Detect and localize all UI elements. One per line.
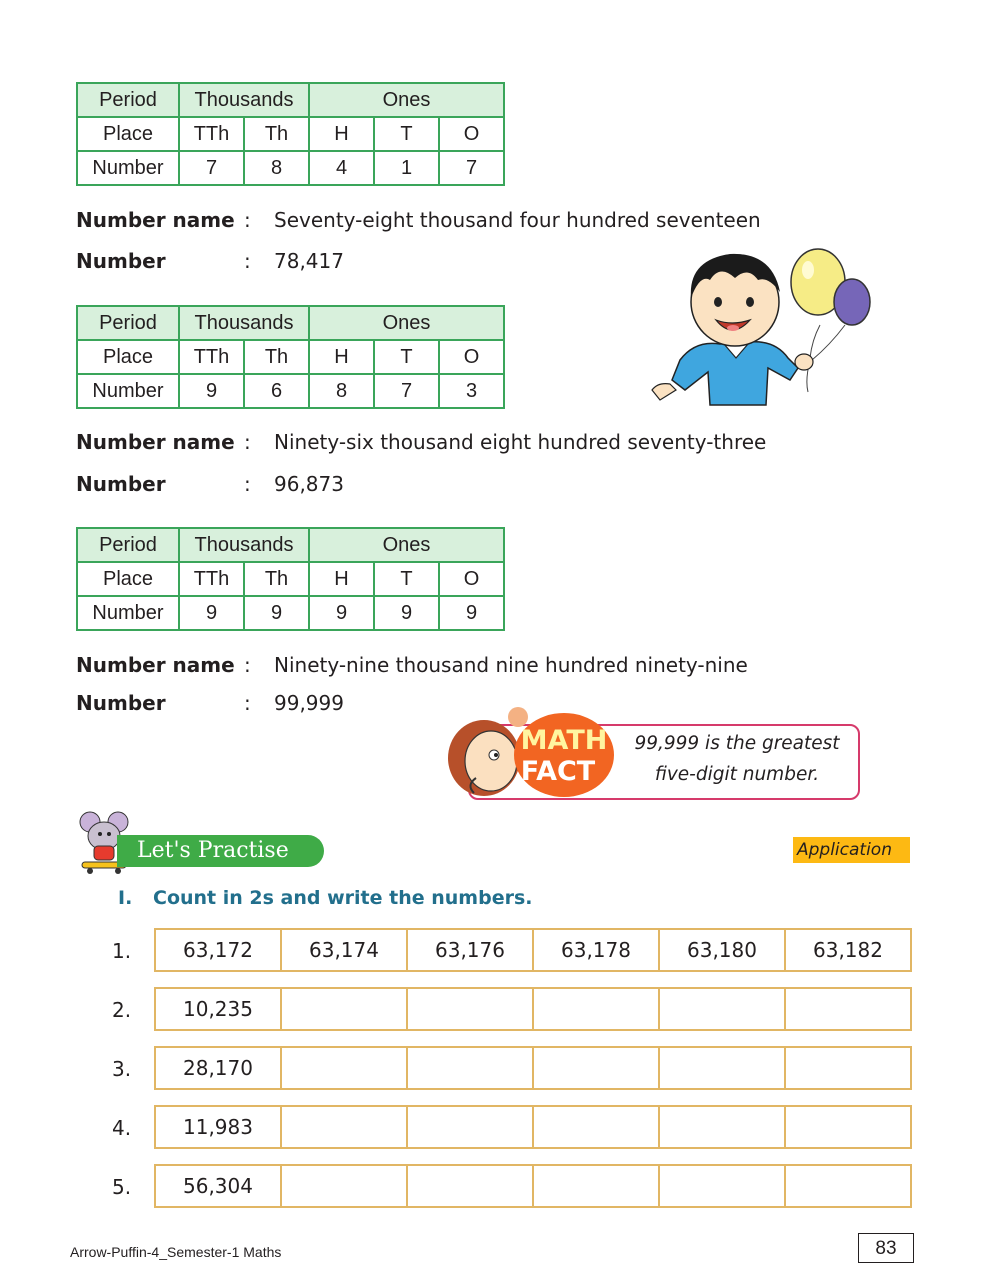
math-label: MATH — [520, 725, 608, 756]
place-th: Th — [244, 340, 309, 374]
page-number: 83 — [858, 1233, 914, 1263]
answer-blank[interactable] — [659, 988, 785, 1030]
place-t: T — [374, 117, 439, 151]
digit-cell: 9 — [439, 596, 504, 630]
row-number: 1. — [112, 939, 132, 963]
colon: : — [244, 249, 251, 273]
place-label: Place — [77, 340, 179, 374]
place-t: T — [374, 562, 439, 596]
place-th: Th — [244, 117, 309, 151]
answer-row — [154, 928, 912, 972]
number-value: 96,873 — [274, 472, 344, 496]
number-label: Number — [77, 596, 179, 630]
place-value-table — [76, 527, 505, 631]
number-name-label: Number name — [76, 208, 235, 232]
digit-cell: 9 — [244, 596, 309, 630]
answer-blank[interactable] — [785, 1106, 911, 1148]
answer-cell: 11,983 — [155, 1106, 281, 1148]
digit-cell: 4 — [309, 151, 374, 185]
answer-blank[interactable] — [407, 1047, 533, 1089]
row-number: 2. — [112, 998, 132, 1022]
place-value-table — [76, 305, 505, 409]
math-fact-line: 99,999 is the greatest — [634, 733, 840, 754]
thousands-period: Thousands — [179, 528, 309, 562]
answer-blank[interactable] — [659, 1165, 785, 1207]
question-heading — [118, 887, 533, 909]
place-h: H — [309, 562, 374, 596]
ones-period: Ones — [309, 83, 504, 117]
answer-row — [154, 1105, 912, 1149]
row-number: 4. — [112, 1116, 132, 1140]
place-th: Th — [244, 562, 309, 596]
answer-blank[interactable] — [281, 1165, 407, 1207]
colon: : — [244, 208, 251, 232]
answer-blank[interactable] — [785, 1047, 911, 1089]
number-label: Number — [76, 472, 166, 496]
place-tth: TTh — [179, 562, 244, 596]
digit-cell: 7 — [374, 374, 439, 408]
digit-cell: 9 — [179, 374, 244, 408]
colon: : — [244, 691, 251, 715]
digit-cell: 8 — [309, 374, 374, 408]
lets-practise-banner: Let's Practise 1.2 — [117, 835, 324, 867]
number-label: Number — [77, 374, 179, 408]
place-o: O — [439, 117, 504, 151]
thousands-period: Thousands — [179, 83, 309, 117]
number-label: Number — [76, 691, 166, 715]
number-name-label: Number name — [76, 430, 235, 454]
footer-text: Arrow-Puffin-4_Semester-1 Maths — [70, 1244, 282, 1260]
place-value-table — [76, 82, 505, 186]
answer-blank[interactable] — [407, 1106, 533, 1148]
number-label: Number — [77, 151, 179, 185]
answer-blank[interactable] — [407, 988, 533, 1030]
answer-row — [154, 1046, 912, 1090]
digit-cell: 9 — [309, 596, 374, 630]
answer-cell: 28,170 — [155, 1047, 281, 1089]
period-label: Period — [77, 83, 179, 117]
answer-blank[interactable] — [533, 1047, 659, 1089]
colon: : — [244, 653, 251, 677]
digit-cell: 9 — [374, 596, 439, 630]
place-t: T — [374, 340, 439, 374]
answer-blank[interactable] — [533, 1165, 659, 1207]
fact-label: FACT — [520, 756, 596, 787]
number-name-value: Ninety-six thousand eight hundred seventy-three — [274, 430, 767, 454]
place-label: Place — [77, 562, 179, 596]
number-name-value: Seventy-eight thousand four hundred seventeen — [274, 208, 761, 232]
answer-blank[interactable] — [533, 1106, 659, 1148]
answer-cell: 63,176 — [407, 929, 533, 971]
answer-blank[interactable] — [281, 1047, 407, 1089]
number-value: 78,417 — [274, 249, 344, 273]
digit-cell: 3 — [439, 374, 504, 408]
ones-period: Ones — [309, 306, 504, 340]
digit-cell: 1 — [374, 151, 439, 185]
answer-cell: 10,235 — [155, 988, 281, 1030]
place-o: O — [439, 340, 504, 374]
place-tth: TTh — [179, 340, 244, 374]
answer-cell: 63,182 — [785, 929, 911, 971]
answer-blank[interactable] — [659, 1106, 785, 1148]
number-label: Number — [76, 249, 166, 273]
answer-cell: 63,172 — [155, 929, 281, 971]
digit-cell: 9 — [179, 596, 244, 630]
answer-blank[interactable] — [785, 988, 911, 1030]
digit-cell: 7 — [439, 151, 504, 185]
question-number: I. — [118, 887, 133, 909]
answer-blank[interactable] — [407, 1165, 533, 1207]
place-tth: TTh — [179, 117, 244, 151]
thousands-period: Thousands — [179, 306, 309, 340]
row-number: 5. — [112, 1175, 132, 1199]
answer-cell: 63,180 — [659, 929, 785, 971]
math-fact-text — [612, 728, 862, 790]
row-number: 3. — [112, 1057, 132, 1081]
place-label: Place — [77, 117, 179, 151]
answer-blank[interactable] — [281, 988, 407, 1030]
place-h: H — [309, 340, 374, 374]
digit-cell: 7 — [179, 151, 244, 185]
answer-blank[interactable] — [659, 1047, 785, 1089]
colon: : — [244, 472, 251, 496]
answer-blank[interactable] — [281, 1106, 407, 1148]
math-fact-line: five-digit number. — [654, 764, 820, 785]
answer-blank[interactable] — [785, 1165, 911, 1207]
application-tag: Application — [793, 837, 910, 863]
digit-cell: 8 — [244, 151, 309, 185]
period-label: Period — [77, 528, 179, 562]
ones-period: Ones — [309, 528, 504, 562]
math-fact-badge — [436, 703, 616, 803]
answer-cell: 63,178 — [533, 929, 659, 971]
number-name-label: Number name — [76, 653, 235, 677]
colon: : — [244, 430, 251, 454]
boy-with-balloons-illustration — [640, 240, 880, 410]
answer-cell: 56,304 — [155, 1165, 281, 1207]
answer-row — [154, 987, 912, 1031]
number-name-value: Ninety-nine thousand nine hundred ninety-nine — [274, 653, 748, 677]
place-o: O — [439, 562, 504, 596]
answer-blank[interactable] — [533, 988, 659, 1030]
question-text: Count in 2s and write the numbers. — [153, 887, 533, 909]
number-value: 99,999 — [274, 691, 344, 715]
digit-cell: 6 — [244, 374, 309, 408]
period-label: Period — [77, 306, 179, 340]
answer-cell: 63,174 — [281, 929, 407, 971]
answer-row — [154, 1164, 912, 1208]
place-h: H — [309, 117, 374, 151]
